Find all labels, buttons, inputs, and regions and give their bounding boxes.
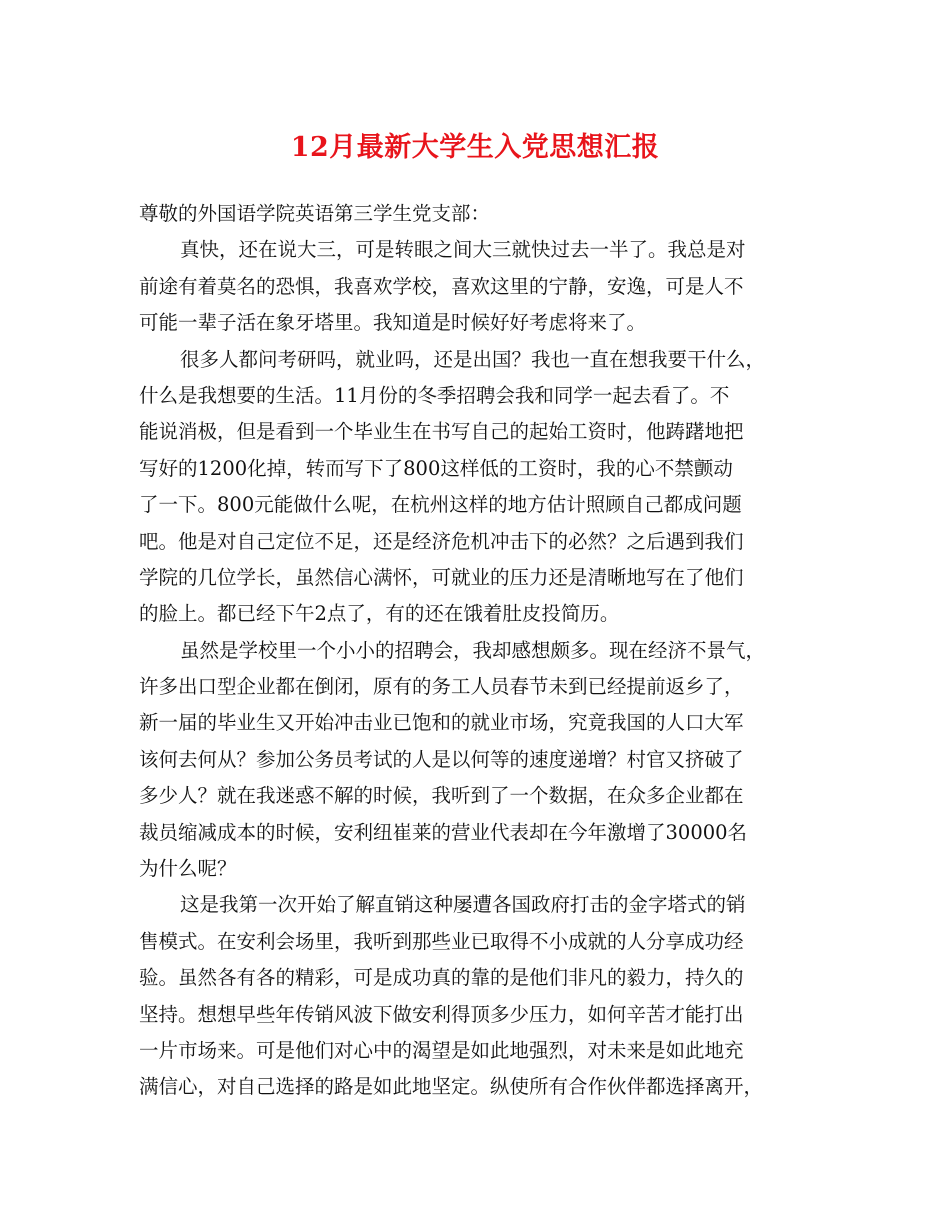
paragraph-line: 写好的1200化掉，转而写下了800这样低的工资时，我的心不禁颤动: [139, 456, 733, 480]
document-title: 12月最新大学生入党思想汇报: [290, 132, 660, 163]
paragraph: [139, 232, 823, 341]
paragraph-line: 为什么呢？: [139, 857, 237, 881]
paragraph-line: 能说消极，但是看到一个毕业生在书写自己的起始工资时，他踌躇地把: [139, 420, 744, 444]
paragraph-line: 一片市场来。可是他们对心中的渴望是如此地强烈，对未来是如此地充: [139, 1038, 744, 1062]
paragraph-line: 坚持。想想早些年传销风波下做安利得顶多少压力，如何辛苦才能打出: [139, 1002, 744, 1026]
paragraph: [139, 342, 823, 633]
paragraph-line: 验。虽然各有各的精彩，可是成功真的靠的是他们非凡的毅力，持久的: [139, 966, 744, 990]
paragraph-line: 售模式。在安利会场里，我听到那些业已取得不小成就的人分享成功经: [139, 929, 744, 953]
paragraph-line: 学院的几位学长，虽然信心满怀，可就业的压力还是清晰地写在了他们: [139, 565, 744, 589]
document-body: [139, 196, 823, 1106]
paragraph-line: 新一届的毕业生又开始冲击业已饱和的就业市场，究竟我国的人口大军: [139, 711, 744, 735]
paragraph-line: 虽然是学校里一个小小的招聘会，我却感想颇多。现在经济不景气，: [180, 638, 766, 662]
paragraph-line: 什么是我想要的生活。11月份的冬季招聘会我和同学一起去看了。不: [139, 383, 730, 407]
paragraph-line: 这是我第一次开始了解直销这种屡遭各国政府打击的金字塔式的销: [180, 893, 746, 917]
paragraph-line: 吧。他是对自己定位不足，还是经济危机冲击下的必然？之后遇到我们: [139, 529, 744, 553]
paragraph-line: 许多出口型企业都在倒闭，原有的务工人员春节未到已经提前返乡了，: [139, 675, 744, 699]
paragraph-line: 满信心，对自己选择的路是如此地坚定。纵使所有合作伙伴都选择离开，: [139, 1075, 764, 1099]
paragraph-line: 裁员缩减成本的时候，安利纽崔莱的营业代表却在今年激增了30000名: [139, 820, 748, 844]
paragraph: [139, 633, 823, 888]
paragraph-line: 多少人？就在我迷惑不解的时候，我听到了一个数据，在众多企业都在: [139, 784, 744, 808]
salutation: 尊敬的外国语学院英语第三学生党支部：: [139, 202, 491, 225]
paragraph-line: 很多人都问考研吗，就业吗，还是出国？我也一直在想我要干什么，: [180, 347, 766, 371]
paragraph-line: 可能一辈子活在象牙塔里。我知道是时候好好考虑将来了。: [139, 311, 647, 335]
paragraph-line: 了一下。800元能做什么呢，在杭州这样的地方估计照顾自己都成问题: [139, 493, 742, 517]
paragraph: [139, 887, 823, 1105]
paragraph-line: 真快，还在说大三，可是转眼之间大三就快过去一半了。我总是对: [180, 238, 746, 262]
paragraph-line: 该何去何从？参加公务员考试的人是以何等的速度递增？村官又挤破了: [139, 747, 744, 771]
paragraph-line: 前途有着莫名的恐惧，我喜欢学校，喜欢这里的宁静，安逸，可是人不: [139, 274, 744, 298]
paragraph-line: 的脸上。都已经下午2点了，有的还在饿着肚皮投简历。: [139, 602, 620, 626]
